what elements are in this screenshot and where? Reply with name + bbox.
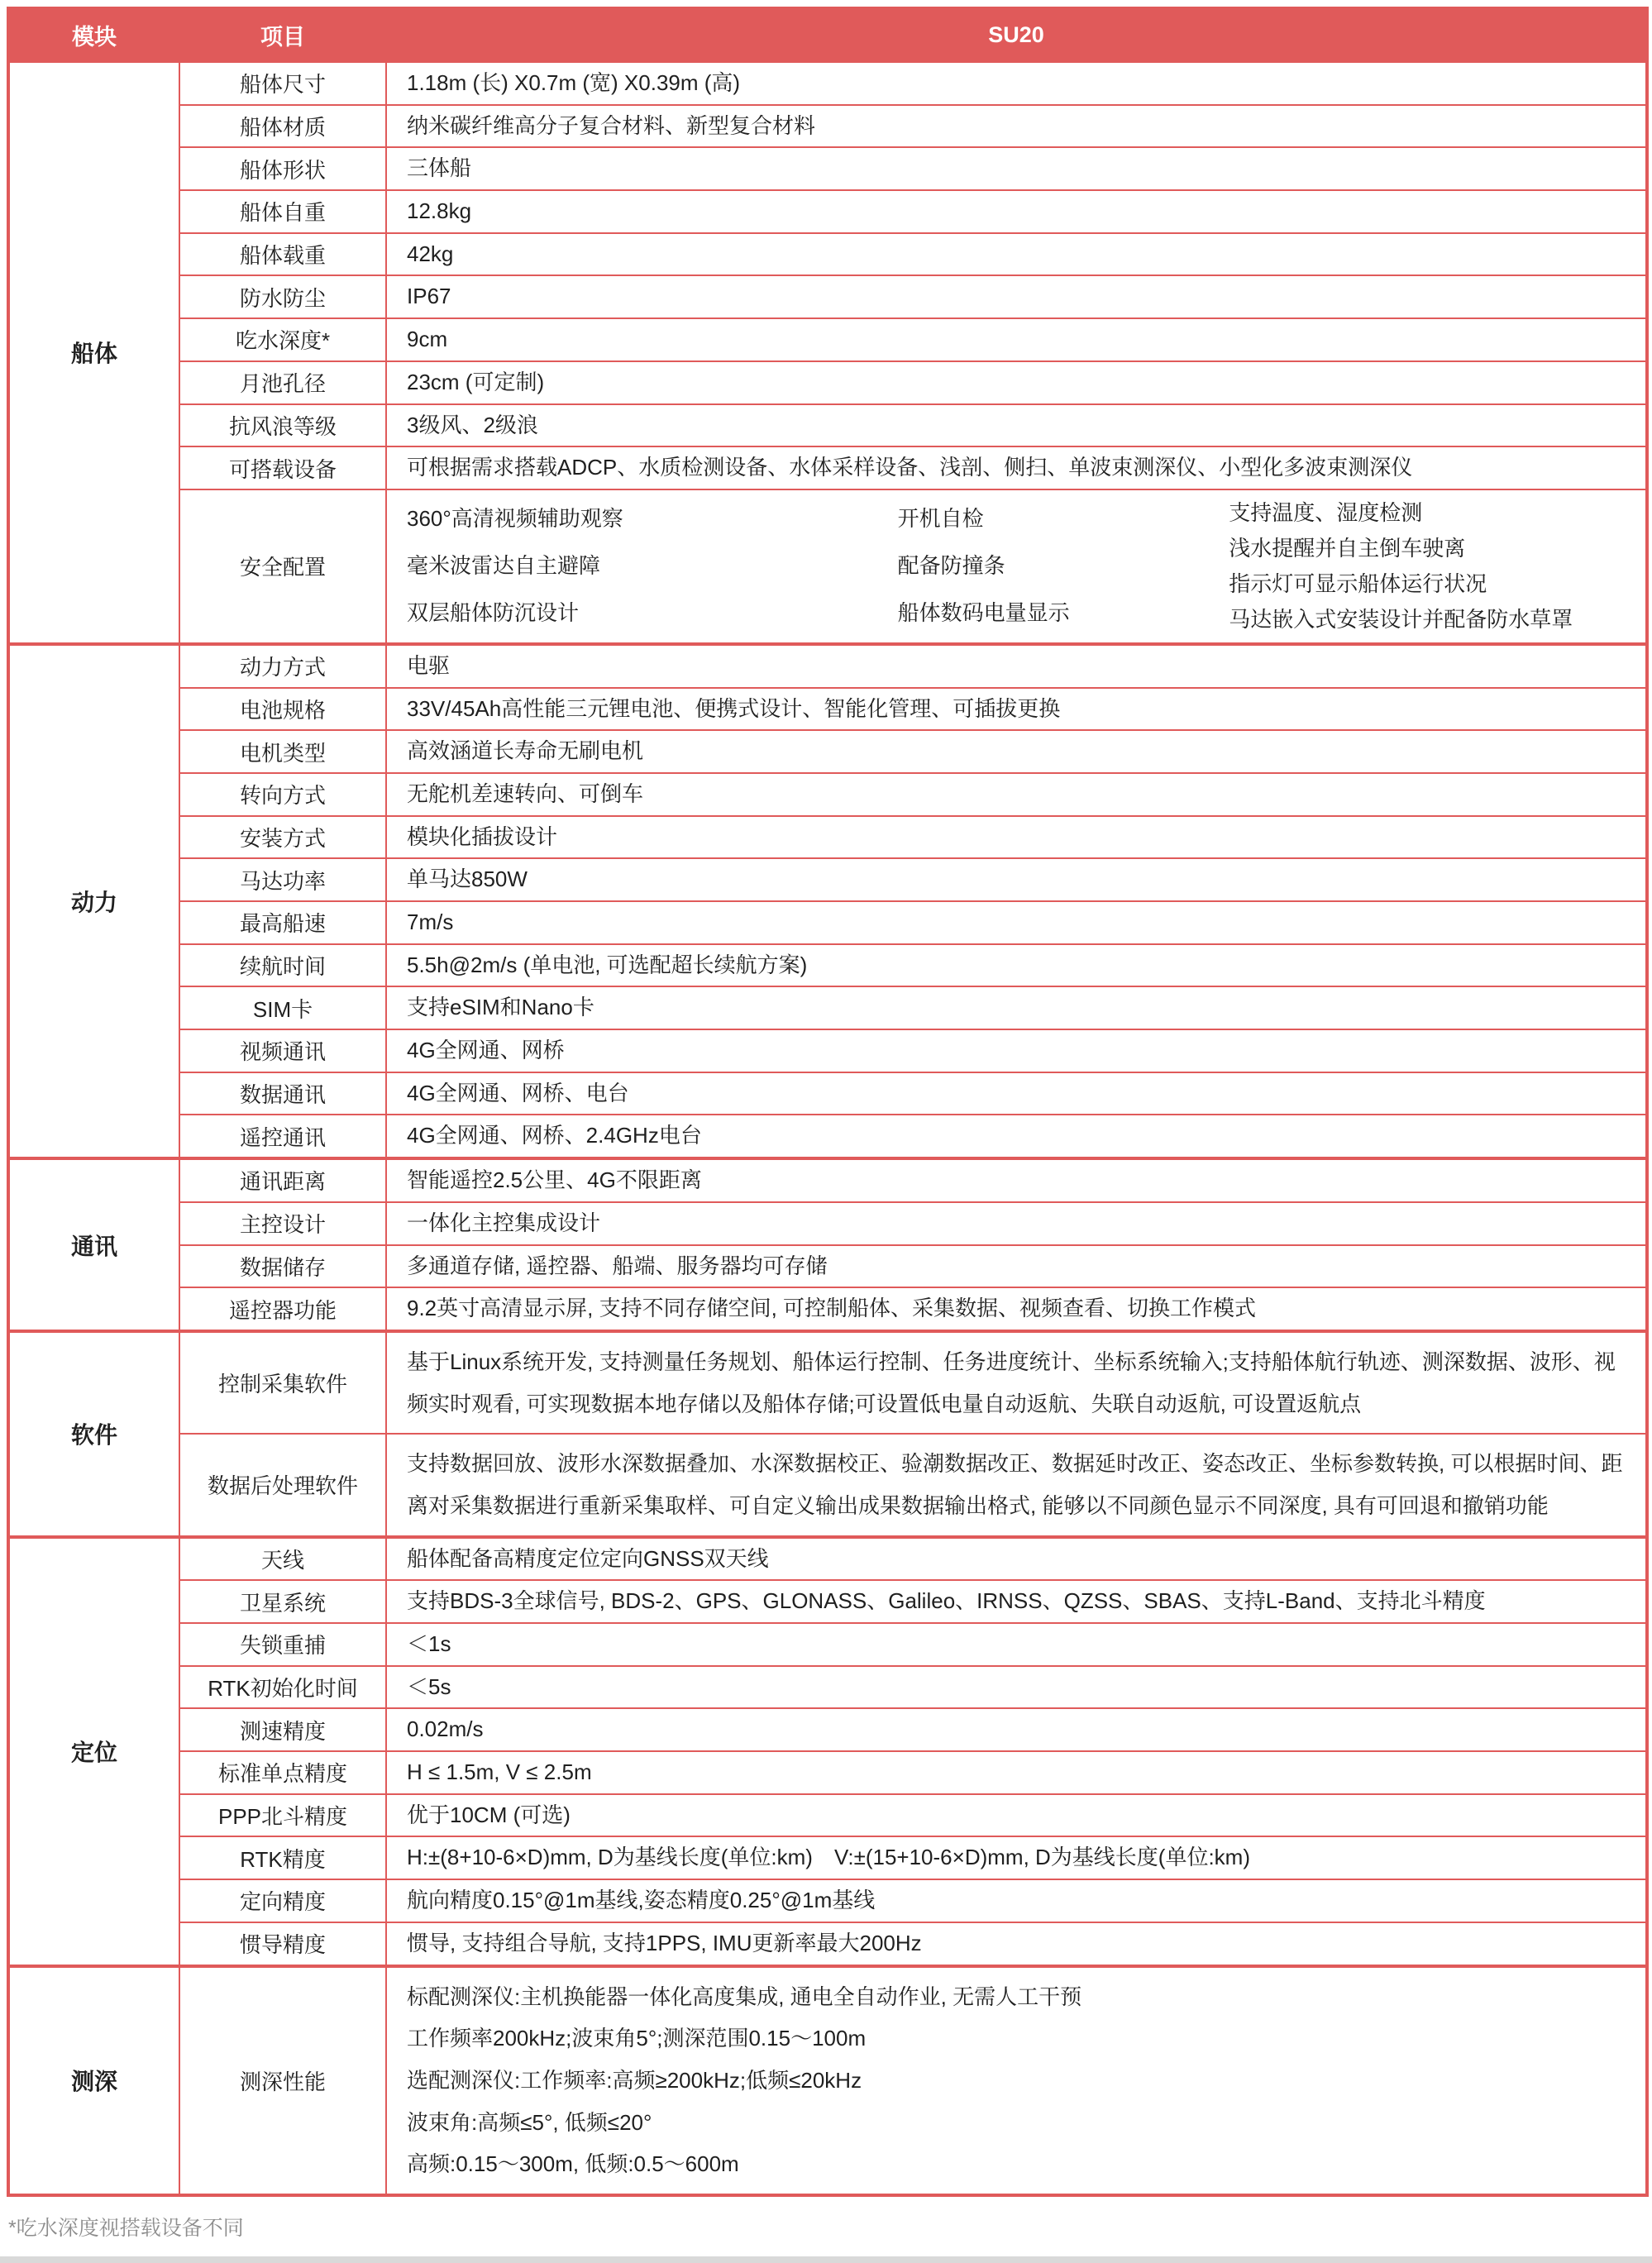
- value-line: 标配测深仪:主机换能器一体化高度集成, 通电全自动作业, 无需人工干预: [407, 1984, 1082, 2009]
- value-cell: 单马达850W: [386, 858, 1647, 901]
- value-cell: 23cm (可定制): [386, 361, 1647, 404]
- table-row: [8, 1029, 1647, 1072]
- table-row: [8, 944, 1647, 987]
- table-row: [8, 1580, 1647, 1623]
- value-cell: 12.8kg: [386, 190, 1647, 233]
- item-cell: 定向精度: [179, 1879, 386, 1922]
- item-cell: SIM卡: [179, 986, 386, 1029]
- table-row: [8, 1666, 1647, 1709]
- value-cell: 可根据需求搭载ADCP、水质检测设备、水体采样设备、浅剖、侧扫、单波束测深仪、小型化多波束测深仪: [386, 446, 1647, 489]
- item-cell: 吃水深度*: [179, 318, 386, 361]
- table-row: [8, 318, 1647, 361]
- value-cell: 42kg: [386, 233, 1647, 276]
- table-row: [8, 275, 1647, 318]
- value-cell: 0.02m/s: [386, 1708, 1647, 1751]
- table-row: [8, 1794, 1647, 1837]
- value-cell: IP67: [386, 275, 1647, 318]
- item-cell: PPP北斗精度: [179, 1794, 386, 1837]
- table-row: [8, 1115, 1647, 1158]
- value-line: 高频:0.15～300m, 低频:0.5～600m: [407, 2151, 739, 2177]
- table-row: [8, 1922, 1647, 1966]
- safety-config-line: 开机自检: [897, 505, 984, 531]
- item-cell: 抗风浪等级: [179, 404, 386, 447]
- header-module: 模块: [8, 8, 179, 61]
- table-row: [8, 1537, 1647, 1581]
- table-row: [8, 1623, 1647, 1666]
- value-cell: 5.5h@2m/s (单电池, 可选配超长续航方案): [386, 944, 1647, 987]
- table-row: [8, 901, 1647, 944]
- item-cell: 续航时间: [179, 944, 386, 987]
- value-cell: 支持数据回放、波形水深数据叠加、水深数据校正、验潮数据改正、数据延时改正、姿态改正、坐标参数转换, 可以根据时间、距离对采集数据进行重新采集取样、可自定义输出成果数据输出格式, 能够以不同颜色显示不同深度, 具有可回退和撤销功能: [386, 1434, 1647, 1536]
- safety-config-line: 360°高清视频辅助观察: [407, 505, 623, 531]
- item-cell: 测深性能: [179, 1966, 386, 2195]
- value-cell: 一体化主控集成设计: [386, 1202, 1647, 1245]
- item-cell: 通讯距离: [179, 1158, 386, 1202]
- module-cell: 定位: [8, 1537, 179, 1966]
- value-cell: 优于10CM (可选): [386, 1794, 1647, 1837]
- value-cell: ＜1s: [386, 1623, 1647, 1666]
- table-row: [8, 688, 1647, 731]
- table-row: [8, 1836, 1647, 1879]
- value-cell: 基于Linux系统开发, 支持测量任务规划、船体运行控制、任务进度统计、坐标系统输入;支持船体航行轨迹、测深数据、波形、视频实时观看, 可实现数据本地存储以及船体存储;可设置低电量自动返航、失联自动返航, 可设置返航点: [386, 1331, 1647, 1434]
- table-row: [8, 1708, 1647, 1751]
- item-cell: RTK精度: [179, 1836, 386, 1879]
- table-row: [8, 361, 1647, 404]
- safety-config-line: 毫米波雷达自主避障: [407, 553, 601, 579]
- table-row: [8, 1879, 1647, 1922]
- table-row: [8, 446, 1647, 489]
- item-cell: 数据通讯: [179, 1072, 386, 1115]
- header-product: SU20: [386, 8, 1647, 61]
- value-cell: 高效涵道长寿命无刷电机: [386, 730, 1647, 773]
- safety-config-line: 支持温度、湿度检测: [1229, 499, 1423, 525]
- value-cell: 船体配备高精度定位定向GNSS双天线: [386, 1537, 1647, 1581]
- value-cell: 电驱: [386, 644, 1647, 688]
- safety-config-line: 浅水提醒并自主倒车驶离: [1229, 535, 1466, 561]
- item-cell: 数据储存: [179, 1245, 386, 1288]
- value-line: 波束角:高频≤5°, 低频≤20°: [407, 2109, 652, 2135]
- table-row: [8, 1751, 1647, 1794]
- table-row: [8, 404, 1647, 447]
- value-cell: 1.18m (长) X0.7m (宽) X0.39m (高): [386, 61, 1647, 105]
- spec-table: [7, 7, 1649, 2197]
- safety-config-columns: [407, 495, 1634, 637]
- value-cell: ＜5s: [386, 1666, 1647, 1709]
- item-cell: 马达功率: [179, 858, 386, 901]
- module-cell: 测深: [8, 1966, 179, 2195]
- value-cell: 4G全网通、网桥、2.4GHz电台: [386, 1115, 1647, 1158]
- value-cell: 无舵机差速转向、可倒车: [386, 773, 1647, 816]
- module-cell: 船体: [8, 61, 179, 644]
- item-cell: 船体材质: [179, 105, 386, 148]
- bottom-strip: [0, 2256, 1652, 2263]
- table-row: [8, 858, 1647, 901]
- value-cell: 4G全网通、网桥: [386, 1029, 1647, 1072]
- safety-config-column: [898, 495, 1229, 637]
- item-cell: 测速精度: [179, 1708, 386, 1751]
- value-cell: 多通道存储, 遥控器、船端、服务器均可存储: [386, 1245, 1647, 1288]
- table-row: [8, 1966, 1647, 2195]
- table-row: [8, 730, 1647, 773]
- table-row: [8, 105, 1647, 148]
- item-cell: 视频通讯: [179, 1029, 386, 1072]
- value-cell: 9.2英寸高清显示屏, 支持不同存储空间, 可控制船体、采集数据、视频查看、切换工作模式: [386, 1287, 1647, 1331]
- safety-config-line: 马达嵌入式安装设计并配备防水草罩: [1229, 606, 1573, 632]
- table-row: [8, 1287, 1647, 1331]
- value-cell: 4G全网通、网桥、电台: [386, 1072, 1647, 1115]
- value-cell: H ≤ 1.5m, V ≤ 2.5m: [386, 1751, 1647, 1794]
- table-row: [8, 233, 1647, 276]
- value-cell: 模块化插拔设计: [386, 816, 1647, 859]
- value-cell: [386, 1966, 1647, 2195]
- item-cell: 标准单点精度: [179, 1751, 386, 1794]
- item-cell: 船体形状: [179, 147, 386, 190]
- value-cell: 7m/s: [386, 901, 1647, 944]
- item-cell: 数据后处理软件: [179, 1434, 386, 1536]
- item-cell: RTK初始化时间: [179, 1666, 386, 1709]
- item-cell: 失锁重捕: [179, 1623, 386, 1666]
- item-cell: 动力方式: [179, 644, 386, 688]
- item-cell: 电池规格: [179, 688, 386, 731]
- item-cell: 月池孔径: [179, 361, 386, 404]
- value-cell: 支持BDS-3全球信号, BDS-2、GPS、GLONASS、Galileo、IRNSS、QZSS、SBAS、支持L-Band、支持北斗精度: [386, 1580, 1647, 1623]
- table-row: [8, 147, 1647, 190]
- module-cell: 通讯: [8, 1158, 179, 1331]
- item-cell: 防水防尘: [179, 275, 386, 318]
- value-cell: 9cm: [386, 318, 1647, 361]
- table-row: [8, 1434, 1647, 1536]
- table-row: [8, 644, 1647, 688]
- table-row: [8, 773, 1647, 816]
- value-cell: 航向精度0.15°@1m基线,姿态精度0.25°@1m基线: [386, 1879, 1647, 1922]
- table-row: [8, 61, 1647, 105]
- value-cell: 智能遥控2.5公里、4G不限距离: [386, 1158, 1647, 1202]
- safety-config-line: 双层船体防沉设计: [407, 600, 580, 626]
- value-cell: 纳米碳纤维高分子复合材料、新型复合材料: [386, 105, 1647, 148]
- value-cell: 三体船: [386, 147, 1647, 190]
- safety-config-column: [407, 495, 898, 637]
- value-cell: 支持eSIM和Nano卡: [386, 986, 1647, 1029]
- spec-table-body: [8, 61, 1647, 2195]
- value-cell: [386, 489, 1647, 644]
- item-cell: 遥控器功能: [179, 1287, 386, 1331]
- item-cell: 转向方式: [179, 773, 386, 816]
- item-cell: 船体尺寸: [179, 61, 386, 105]
- item-cell: 电机类型: [179, 730, 386, 773]
- safety-config-line: 指示灯可显示船体运行状况: [1229, 571, 1487, 596]
- header-row: [8, 8, 1647, 61]
- item-cell: 惯导精度: [179, 1922, 386, 1966]
- table-row: [8, 1072, 1647, 1115]
- value-cell: H:±(8+10-6×D)mm, D为基线长度(单位:km) V:±(15+10-6×D)mm, D为基线长度(单位:km): [386, 1836, 1647, 1879]
- item-cell: 可搭载设备: [179, 446, 386, 489]
- value-line: 工作频率200kHz;波束角5°;测深范围0.15～100m: [407, 2026, 867, 2051]
- table-row: [8, 190, 1647, 233]
- value-line: 选配测深仪:工作频率:高频≥200kHz;低频≤20kHz: [407, 2067, 862, 2093]
- module-cell: 软件: [8, 1331, 179, 1537]
- item-cell: 船体载重: [179, 233, 386, 276]
- item-cell: 船体自重: [179, 190, 386, 233]
- table-row: [8, 1202, 1647, 1245]
- item-cell: 遥控通讯: [179, 1115, 386, 1158]
- table-row: [8, 1331, 1647, 1434]
- item-cell: 卫星系统: [179, 1580, 386, 1623]
- value-cell: 惯导, 支持组合导航, 支持1PPS, IMU更新率最大200Hz: [386, 1922, 1647, 1966]
- item-cell: 天线: [179, 1537, 386, 1581]
- table-row: [8, 489, 1647, 644]
- value-cell: 33V/45Ah高性能三元锂电池、便携式设计、智能化管理、可插拔更换: [386, 688, 1647, 731]
- safety-config-line: 船体数码电量显示: [897, 600, 1070, 626]
- table-row: [8, 986, 1647, 1029]
- item-cell: 最高船速: [179, 901, 386, 944]
- table-row: [8, 816, 1647, 859]
- table-row: [8, 1245, 1647, 1288]
- header-item: 项目: [179, 8, 386, 61]
- safety-config-column: [1229, 495, 1634, 637]
- value-cell: 3级风、2级浪: [386, 404, 1647, 447]
- footnote: *吃水深度视搭载设备不同: [8, 2216, 244, 2240]
- item-cell: 安装方式: [179, 816, 386, 859]
- item-cell: 主控设计: [179, 1202, 386, 1245]
- safety-config-line: 配备防撞条: [897, 553, 1005, 579]
- module-cell: 动力: [8, 644, 179, 1158]
- item-cell: 控制采集软件: [179, 1331, 386, 1434]
- table-row: [8, 1158, 1647, 1202]
- item-cell: 安全配置: [179, 489, 386, 644]
